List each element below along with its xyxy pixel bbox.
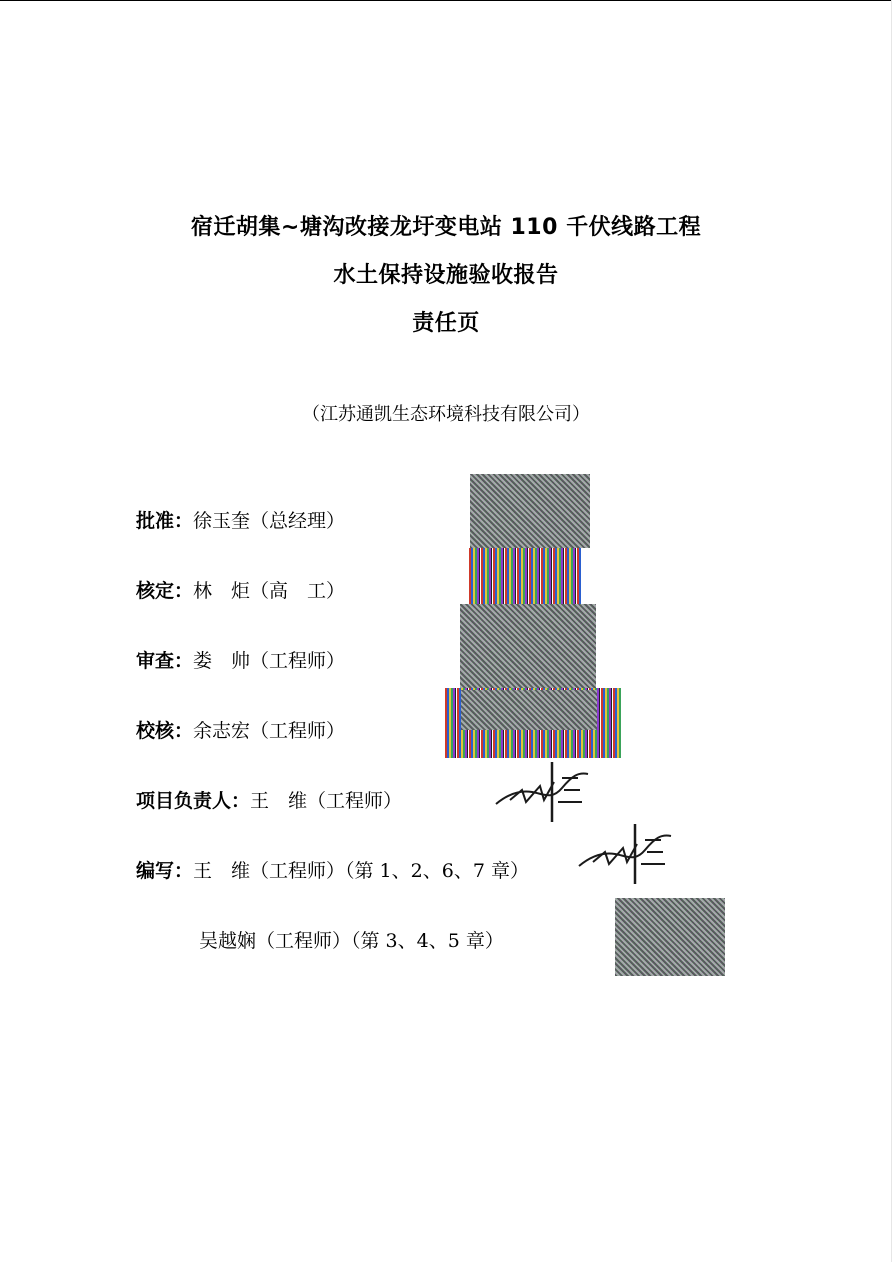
signature-verifier-image <box>469 548 581 604</box>
signature-checker-overlay-image <box>461 690 597 730</box>
signature-author-1-handwriting <box>575 822 675 886</box>
report-title: 水土保持设施验收报告 <box>333 263 559 288</box>
top-border-line <box>0 0 892 1</box>
role-label: 编写： <box>136 860 194 882</box>
signature-author-2-image <box>615 898 725 976</box>
project-title: 宿迁胡集~塘沟改接龙圩变电站 110 千伏线路工程 <box>190 215 702 240</box>
signature-project-lead-handwriting <box>492 760 592 824</box>
signature-approver-image <box>470 474 590 548</box>
company-name: （江苏通凯生态环境科技有限公司） <box>302 404 590 425</box>
role-label: 核定： <box>136 580 194 602</box>
signatory-author-2 <box>199 926 504 953</box>
role-label: 批准： <box>136 510 194 532</box>
person-name: 徐玉奎（总经理） <box>193 510 346 532</box>
signatory-verifier <box>136 576 345 603</box>
person-name: 娄 帅（工程师） <box>193 650 346 672</box>
page-title: 责任页 <box>412 311 480 336</box>
person-name: 余志宏（工程师） <box>193 720 346 742</box>
signature-reviewer-image <box>460 604 596 690</box>
person-name: 王 维（工程师） <box>250 790 403 812</box>
signatory-approver <box>136 506 345 533</box>
signatory-reviewer <box>136 646 345 673</box>
role-label: 审查： <box>136 650 194 672</box>
role-label: 项目负责人： <box>136 790 251 812</box>
person-name: 王 维（工程师）（第 1、2、6、7 章） <box>193 860 529 882</box>
person-name: 林 炬（高 工） <box>193 580 346 602</box>
person-name: 吴越娴（工程师）（第 3、4、5 章） <box>199 930 504 952</box>
role-label: 校核： <box>136 720 194 742</box>
signatory-project-lead <box>136 786 402 813</box>
signatory-checker <box>136 716 345 743</box>
signatory-author-1 <box>136 856 529 883</box>
